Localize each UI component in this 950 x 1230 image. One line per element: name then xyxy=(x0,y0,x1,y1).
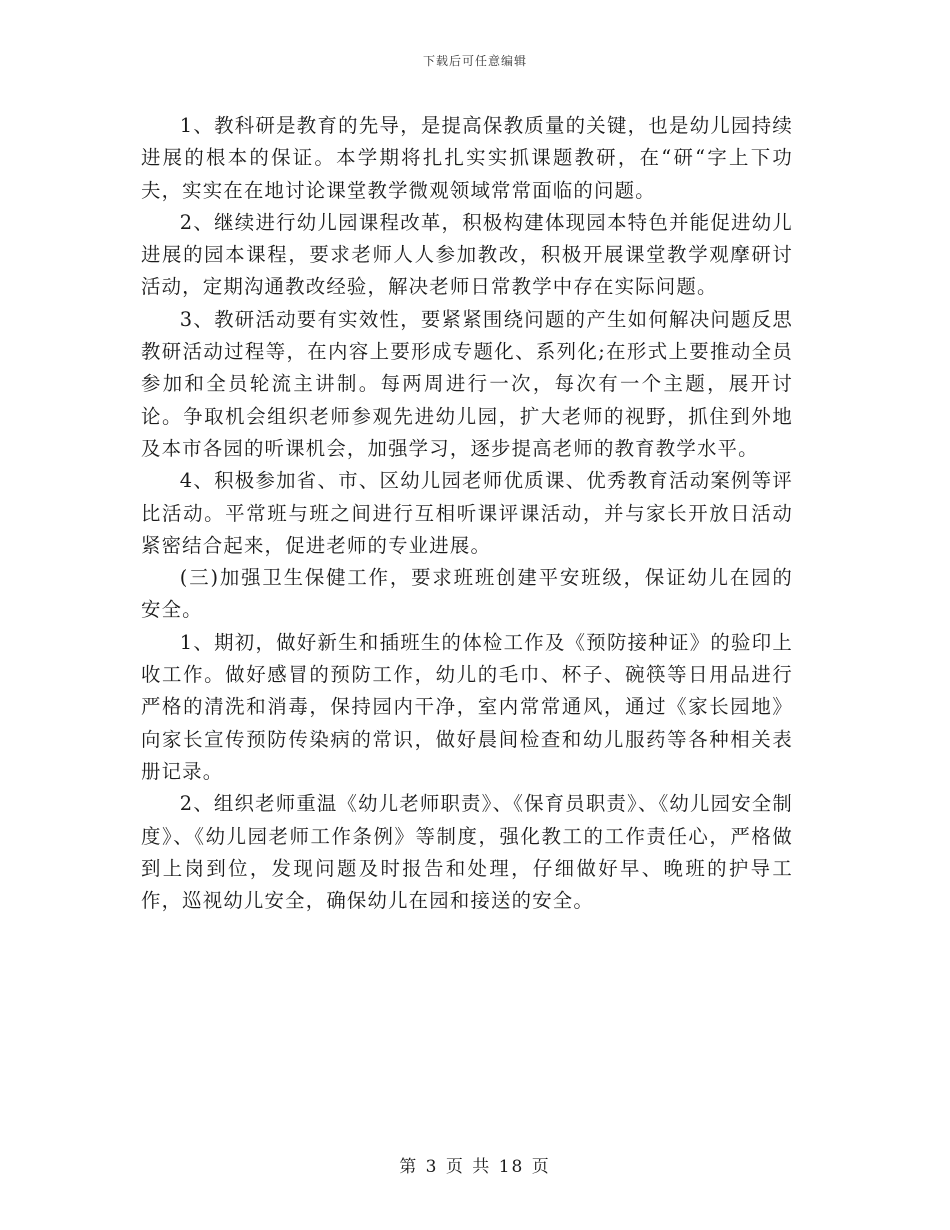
paragraph-6: 2、组织老师重温《幼儿老师职责》、《保育员职责》、《幼儿园安全制度》、《幼儿园老师工作条例》等制度，强化教工的工作责任心，严格做到上岗到位，发现问题及时报告和处理，仔细做好早、晚班的护导工作，巡视幼儿安全，确保幼儿在园和接送的安全。 xyxy=(141,792,793,913)
paragraph-5: 1、期初，做好新生和插班生的体检工作及《预防接种证》的验印上收工作。做好感冒的预防工作，幼儿的毛巾、杯子、碗筷等日用品进行严格的清洗和消毒，保持园内干净，室内常常通风，通过《家长园地》向家长宣传预防传染病的常识，做好晨间检查和幼儿服药等各种相关表册记录。 xyxy=(141,630,793,783)
paragraph-1: 1、教科研是教育的先导，是提高保教质量的关键，也是幼儿园持续进展的根本的保证。本学期将扎扎实实抓课题教研，在“研“字上下功夫，实实在在地讨论课堂教学微观领域常常面临的问题。 xyxy=(141,114,793,202)
paragraph-2: 2、继续进行幼儿园课程改革，积极构建体现园本特色并能促进幼儿进展的园本课程，要求老师人人参加教改，积极开展课堂教学观摩研讨活动，定期沟通教改经验，解决老师日常教学中存在实际问题。 xyxy=(141,210,793,299)
paragraph-3: 3、教研活动要有实效性，要紧紧围绕问题的产生如何解决问题反思教研活动过程等，在内容上要形成专题化、系列化;在形式上要推动全员参加和全员轮流主讲制。每两周进行一次，每次有一个主题，展开讨论。争取机会组织老师参观先进幼儿园，扩大老师的视野，抓住到外地及本市各园的听课机会，加强学习，逐步提高老师的教育教学水平。 xyxy=(141,307,793,460)
paragraph-4: 4、积极参加省、市、区幼儿园老师优质课、优秀教育活动案例等评比活动。平常班与班之间进行互相听课评课活动，并与家长开放日活动紧密结合起来，促进老师的专业进展。 xyxy=(141,469,793,557)
section-heading-3: (三)加强卫生保健工作，要求班班创建平安班级，保证幼儿在园的安全。 xyxy=(141,566,793,622)
page-number: 第 3 页 共 18 页 xyxy=(399,1157,551,1177)
document-body xyxy=(141,110,793,917)
page-header: 下载后可任意编辑 xyxy=(422,54,527,68)
